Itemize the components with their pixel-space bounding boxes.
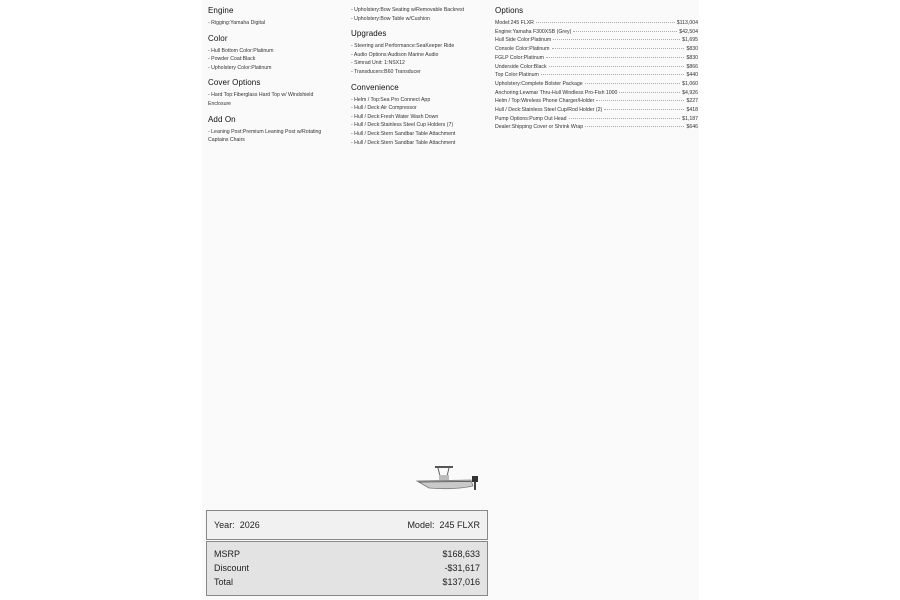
msrp-row [214, 549, 480, 559]
option-row [495, 19, 698, 28]
model-value: 245 FLXR [439, 520, 480, 530]
option-row [495, 97, 698, 106]
section-add-on [208, 115, 343, 145]
option-price: $1,060 [682, 80, 698, 87]
option-price: $1,187 [682, 115, 698, 122]
option-label: Upholstery:Complete Bolster Package [495, 80, 583, 87]
section-convenience [351, 83, 481, 148]
option-row [495, 36, 698, 45]
list-item: Captains Chairs [208, 137, 245, 144]
option-price: $866 [686, 63, 698, 70]
year-model-box [206, 510, 488, 540]
option-price: $42,504 [679, 28, 698, 35]
list-item: - Leaning Post:Premium Leaning Post w/Rotating [208, 128, 322, 135]
section-title: Add On [208, 114, 236, 124]
option-row [495, 106, 698, 115]
section-title: Color [208, 33, 228, 43]
option-price: $830 [686, 54, 698, 61]
pricing-box [206, 541, 488, 596]
option-price: $113,004 [676, 20, 698, 26]
option-price: $646 [686, 124, 698, 131]
list-item: Enclosure [208, 100, 232, 107]
total-value: $137,016 [442, 577, 480, 587]
leader-dots [541, 74, 685, 75]
option-row [495, 115, 698, 124]
list-item: - Steering and Performance:SeaKeeper Ride [351, 43, 455, 50]
option-label: Pump Options:Pump Out Head [495, 115, 567, 122]
section-title: Engine [208, 6, 234, 15]
option-row [495, 28, 698, 37]
leader-dots [549, 66, 685, 67]
msrp-value: $168,633 [442, 549, 480, 559]
list-item: - Hull / Deck:Air Compressor [351, 105, 417, 112]
msrp-label: MSRP [214, 549, 241, 559]
year [214, 520, 260, 530]
option-label: Console Color:Platinum [495, 46, 550, 53]
option-row [495, 45, 698, 54]
boat-icon [415, 464, 485, 492]
list-item: - Rigging:Yamaha Digital [208, 20, 265, 26]
list-item: - Hull / Deck:Stern Sandbar Table Attachment [351, 130, 456, 137]
options-list [495, 19, 698, 132]
section-color [208, 34, 343, 73]
list-item: - Powder Coat:Black [208, 56, 256, 63]
option-label: Dealer:Shipping Cover or Shrink Wrap [495, 124, 584, 131]
leader-dots [553, 39, 680, 40]
total-row [214, 577, 480, 587]
list-item: - Transducers:B60 Transducer [351, 68, 421, 75]
list-item: - Upholstery:Bow Table w/Cushion [351, 15, 430, 22]
option-label: Helm / Top:Wireless Phone Charger/Holder [495, 98, 595, 105]
list-item: - Audio Options:Audison Marine Audio [351, 51, 439, 58]
option-label: Anchoring:Lewmar Thru-Hull Windless Pro-Fish 1000 [495, 89, 618, 96]
option-row [495, 63, 698, 72]
option-price: $440 [686, 72, 698, 79]
section-title: Convenience [351, 82, 399, 92]
list-item: - Hull / Deck:Stern Sandbar Table Attachment [351, 139, 456, 146]
leader-dots [585, 83, 680, 84]
leader-dots [552, 48, 685, 49]
section-upgrades [351, 29, 481, 76]
list-item: - Hull Bottom Color:Platinum [208, 47, 274, 54]
option-label: Engine:Yamaha F300XSB (Grey) [495, 28, 572, 35]
option-row [495, 54, 698, 63]
total-label: Total [214, 577, 234, 587]
option-row [495, 89, 698, 98]
option-label: Hull / Deck:Stainless Steel Cup/Rod Holder (2) [495, 107, 603, 114]
leader-dots [573, 31, 677, 32]
left-column [208, 6, 343, 151]
leader-dots [596, 100, 684, 101]
discount-value: -$31,617 [444, 563, 480, 573]
option-price: $4,926 [682, 89, 698, 96]
option-row [495, 123, 698, 132]
leader-dots [619, 92, 680, 93]
section-title: Upgrades [351, 29, 387, 39]
options-title: Options [495, 6, 524, 15]
list-item: - Hull / Deck:Stainless Steel Cup Holders (7) [351, 122, 454, 129]
list-item: - Simrad Unit: 1:NSX12 [351, 60, 405, 67]
model-label: Model: [407, 520, 435, 530]
leader-dots [546, 57, 685, 58]
option-label: Underside Color:Black [495, 63, 547, 70]
leader-dots [604, 109, 684, 110]
section-upholstery [351, 6, 481, 23]
option-price: $418 [686, 107, 698, 114]
section-engine [208, 6, 343, 28]
model [407, 520, 480, 530]
option-row [495, 80, 698, 89]
list-item: - Hard Top:Fiberglass Hard Top w/ Windshield [208, 92, 314, 99]
leader-dots [536, 22, 675, 23]
section-cover-options [208, 78, 343, 108]
section-title: Cover Options [208, 78, 261, 88]
option-price: $1,695 [682, 37, 698, 44]
option-row [495, 71, 698, 80]
options-column [495, 6, 698, 132]
middle-column [351, 6, 481, 153]
leader-dots [569, 118, 681, 119]
list-item: - Helm / Top:Sea Pro Connect App [351, 96, 431, 103]
year-label: Year: [214, 520, 235, 530]
discount-label: Discount [214, 563, 250, 573]
option-label: Top Color:Platinum [495, 72, 539, 79]
list-item: - Upholstery:Bow Seating w/Removable Backrest [351, 7, 465, 13]
list-item: - Upholstery Color:Platinum [208, 64, 272, 71]
year-value: 2026 [239, 520, 260, 530]
option-label: FGLP Color:Platinum [495, 54, 544, 61]
leader-dots [585, 126, 684, 127]
option-label: Hull Side Color:Platinum [495, 37, 552, 44]
list-item: - Hull / Deck:Fresh Water Wash Down [351, 113, 439, 120]
option-price: $830 [686, 46, 698, 53]
option-label: Model:245 FLXR [495, 20, 534, 26]
discount-row [214, 563, 480, 573]
option-price: $227 [686, 98, 698, 105]
